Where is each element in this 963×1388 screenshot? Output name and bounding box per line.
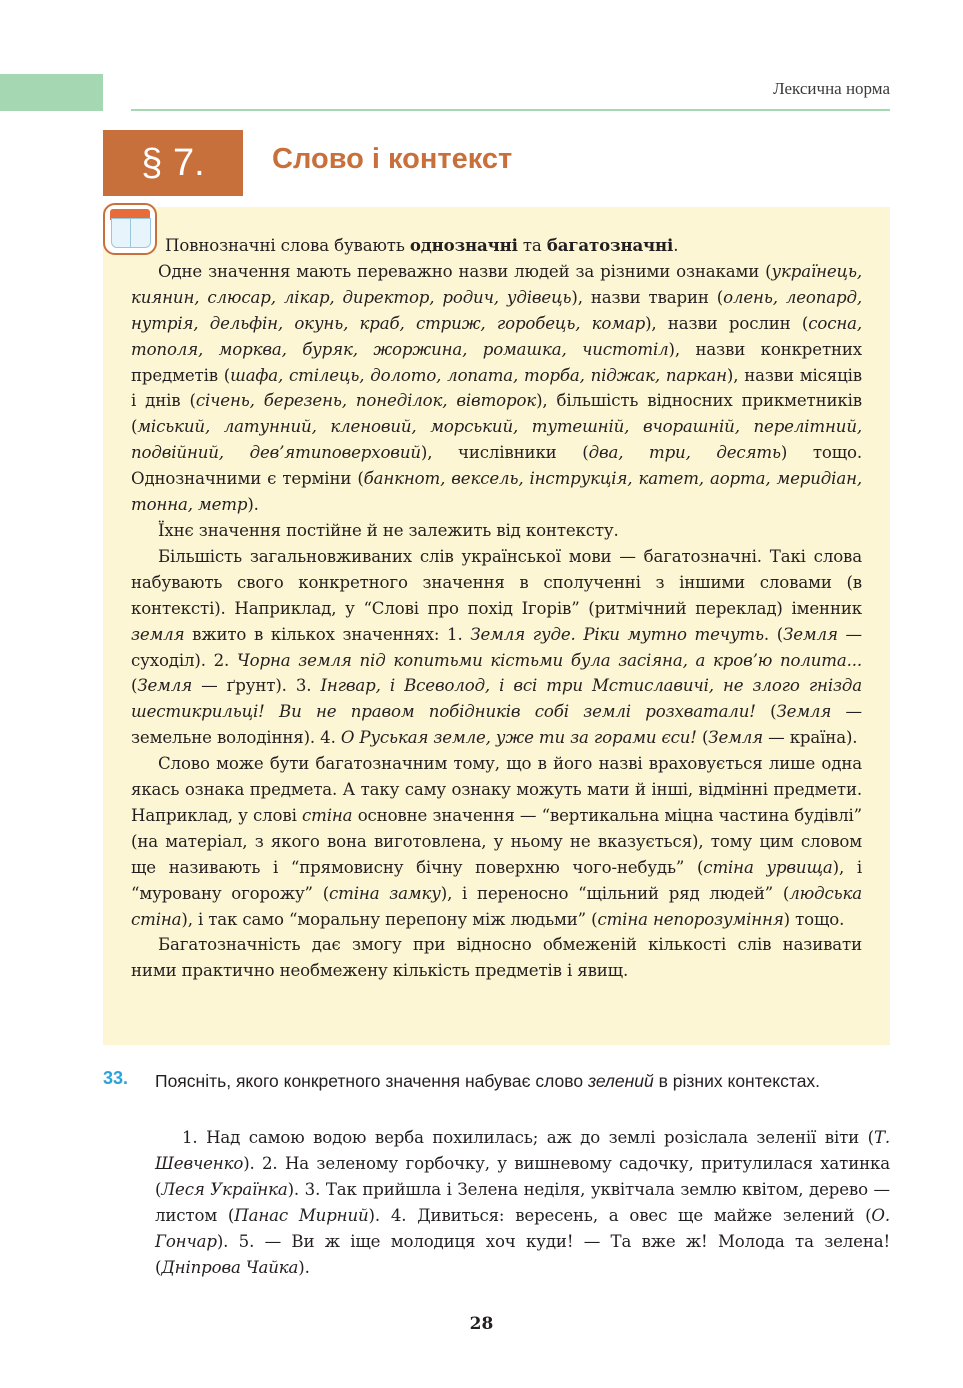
- text-run: Слово може бути багатозначним тому, що в його назві враховується лише одна якась ознака предмета. А таку саму ознаку можуть мати й інші, відмінні предмети. Наприклад, у слові: [131, 754, 862, 825]
- italic-run: Земля: [776, 702, 832, 722]
- italic-run: О Руськая земле, уже ти за горами єси!: [340, 728, 697, 748]
- text-run: Поясніть, якого конкретного значення набуває слово: [155, 1071, 588, 1091]
- text-run: ), більшість відносних прикметників (: [131, 391, 862, 437]
- theory-paragraph: [131, 259, 862, 518]
- italic-run: людська стіна: [131, 883, 862, 929]
- text-run: вжито в кількох значеннях: 1.: [184, 624, 471, 644]
- italic-run: стіна замку: [329, 883, 441, 903]
- italic-run: Земля гуде. Ріки мутно течуть: [470, 624, 764, 644]
- theory-paragraph: [131, 932, 862, 984]
- text-run: в різних контекстах.: [653, 1071, 821, 1091]
- theory-paragraph: [131, 233, 862, 259]
- theory-paragraph: [131, 544, 862, 751]
- text-run: ), назви рослин (: [645, 313, 809, 333]
- exercise-number: 33.: [103, 1068, 129, 1088]
- italic-run: Земля: [137, 676, 193, 696]
- header-rule: [131, 109, 890, 111]
- italic-run: стіна непорозуміння: [597, 909, 784, 929]
- italic-run: Т. Шевченко: [155, 1128, 890, 1173]
- text-run: ), числівники (: [420, 443, 589, 463]
- italic-run: Чорна земля під копитьми кістьми була засіяна, а кров’ю полита...: [236, 650, 862, 670]
- italic-run: Земля: [783, 624, 838, 644]
- text-run: основне значення — “вертикальна міцна частина будівлі” (на матеріал, з якого вона виготовлена, у ньому не вказується), тому цим словом ще називають і “прямовисну бічну поверхню чого-небудь” (: [131, 805, 862, 877]
- text-run: Їхнє значення постійне й не залежить від контексту.: [158, 520, 619, 540]
- theory-paragraph: [131, 751, 862, 932]
- exercise-text: [155, 1125, 890, 1281]
- text-run: — ґрунт). 3.: [192, 676, 321, 696]
- text-run: ), назви конкретних предметів (: [131, 339, 862, 385]
- text-run: — земельне володіння). 4.: [131, 702, 862, 748]
- header-color-tab: [0, 74, 103, 111]
- italic-run: українець, киянин, слюсар, лікар, директор, родич, удівець: [131, 261, 862, 307]
- exercise-paragraph: [155, 1125, 890, 1281]
- text-run: . (: [763, 624, 784, 644]
- italic-run: стіна урвища: [703, 857, 833, 877]
- running-head: Лексична норма: [773, 79, 890, 98]
- italic-run: земля: [131, 624, 185, 644]
- italic-run: банкнот, вексель, інструкція, катет, аорта, меридіан, тонна, метр: [131, 469, 862, 515]
- exercise-task: [155, 1068, 890, 1094]
- italic-run: Панас Мирний: [234, 1206, 369, 1225]
- page-number: 28: [469, 1314, 494, 1334]
- italic-run: шафа, стілець, долото, лопата, торба, піджак, паркан: [230, 365, 727, 385]
- text-run: ).: [247, 495, 259, 515]
- text-run: ), і “муровану огорожу” (: [131, 857, 863, 903]
- italic-run: олень, леопард, нутрія, дельфін, окунь, краб, стриж, горобець, комар: [131, 287, 863, 333]
- italic-run: Земля: [708, 728, 764, 748]
- text-run: ). 3. Так прийшла і Зелена неділя, уквітчала землю квітом, дерево — листом (: [155, 1180, 890, 1225]
- text-run: ), назви місяців і днів (: [131, 365, 863, 411]
- text-run: Одне значення мають переважно назви людей за різними ознаками (: [158, 261, 772, 281]
- text-run: ), і так само “моральну перепону між людьми” (: [181, 909, 598, 929]
- text-run: ).: [298, 1258, 310, 1277]
- text-run: ), і переносно “щільний ряд людей” (: [440, 883, 790, 903]
- italic-run: два, три, десять: [588, 443, 781, 463]
- text-run: ). 5. — Ви ж іще молодиця хоч куди! — Та вже ж! Молода та зелена! (: [155, 1232, 890, 1277]
- text-run: (: [696, 728, 709, 748]
- italic-run: О. Гончар: [155, 1206, 890, 1251]
- italic-run: сосна, тополя, морква, буряк, жоржина, ромашка, чистотіл: [131, 313, 862, 359]
- text-run: ). 2. На зеленому горбочку, у вишневому садочку, притулилася хатинка (: [155, 1154, 890, 1199]
- text-run: — суходіл). 2.: [131, 624, 862, 670]
- bold-term: багатозначні: [546, 235, 674, 255]
- text-run: 1. Над самою водою верба похилилась; аж до землі розіслала зеленії віти (: [182, 1128, 874, 1147]
- text-run: Багатозначність дає змогу при відносно обмеженій кількості слів називати ними практично необмежену кількість предметів і явищ.: [131, 935, 862, 981]
- text-run: ), назви тварин (: [571, 287, 724, 307]
- text-run: Повнозначні слова бувають: [165, 236, 410, 255]
- section-number-badge: § 7.: [103, 130, 243, 196]
- text-run: ) тощо.: [783, 909, 845, 929]
- text-run: ). 4. Дивиться: вересень, а овес ще майже зелений (: [368, 1206, 872, 1225]
- text-run: ) тощо. Однозначними є терміни (: [131, 443, 862, 489]
- italic-run: січень, березень, понеділок, вівторок: [195, 391, 537, 411]
- italic-run: стіна: [302, 805, 353, 825]
- italic-run: Леся Українка: [161, 1180, 288, 1199]
- text-run: (: [755, 702, 777, 722]
- text-run: (: [131, 676, 138, 696]
- italic-run: Інгвар, і Всеволод, і всі три Мстиславичі, не злого гнізда шестикрильці! Ви не правом побідників собі землі розхватали!: [131, 676, 863, 722]
- theory-text: [131, 233, 862, 984]
- italic-run: міський, латунний, кленовий, морський, тутешній, вчорашній, перелітний, подвійний, дев’ятиповерховий: [131, 417, 862, 463]
- text-run: .: [673, 236, 679, 255]
- bold-term: однозначні: [409, 235, 518, 255]
- theory-paragraph: [131, 518, 862, 544]
- text-run: — країна).: [763, 728, 858, 748]
- text-run: Більшість загальновживаних слів української мови — багатозначні. Такі слова набувають свого конкретного значення в сполученні з іншими словами (в контексті). Наприклад, у “Слові про похід Ігорів” (ритмічний переклад) іменник: [131, 546, 862, 618]
- italic-run: Дніпрова Чайка: [161, 1258, 299, 1277]
- section-title: Слово і контекст: [272, 143, 513, 175]
- text-run: та: [517, 236, 547, 255]
- italic-run: зелений: [587, 1071, 654, 1091]
